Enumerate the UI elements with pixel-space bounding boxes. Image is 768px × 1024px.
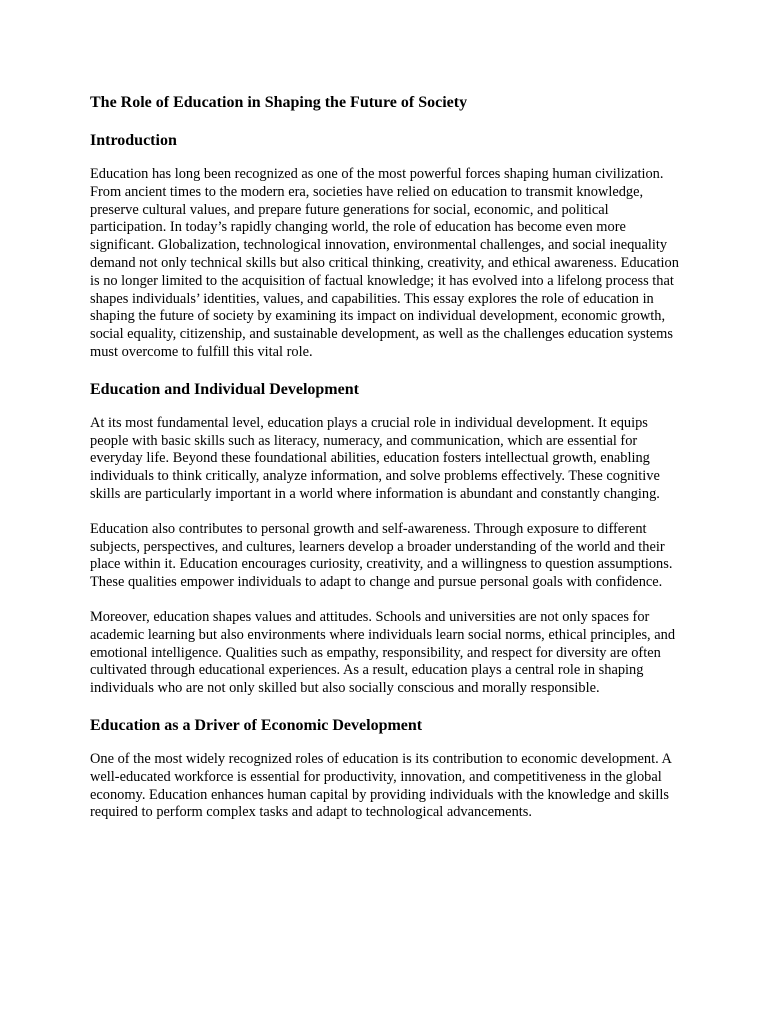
section-heading: Education as a Driver of Economic Development <box>90 716 423 734</box>
paragraph: One of the most widely recognized roles of education is its contribution to economic development. A well-educated workforce is essential for productivity, innovation, and competitiveness in the global economy. Education enhances human capital by providing individuals with the knowledge and skills required to perform complex tasks and adapt to technological advancements. <box>90 750 672 821</box>
paragraph: Education has long been recognized as one of the most powerful forces shaping human civilization. From ancient times to the modern era, societies have relied on education to transmit knowledge, preserve cultural values, and prepare future generations for social, economic, and political participation. In today’s rapidly changing world, the role of education has become even more significant. Globalization, technological innovation, environmental challenges, and social inequality demand not only technical skills but also critical thinking, creativity, and ethical awareness. Education is no longer limited to the acquisition of factual knowledge; it has evolved into a lifelong process that shapes individuals’ identities, values, and capabilities. This essay explores the role of education in shaping the future of society by examining its impact on individual development, economic growth, social equality, citizenship, and sustainable development, as well as the challenges education systems must overcome to fulfill this vital role. <box>90 166 679 360</box>
document-body <box>90 92 682 839</box>
document-title: The Role of Education in Shaping the Future of Society <box>90 94 468 111</box>
section-introduction <box>90 130 682 362</box>
paragraph: Moreover, education shapes values and attitudes. Schools and universities are not only spaces for academic learning but also environments where individuals learn social norms, ethical principles, and emotional intelligence. Qualities such as empathy, responsibility, and respect for diversity are often cultivated through educational experiences. As a result, education plays a central role in shaping individuals who are not only skilled but also socially conscious and morally responsible. <box>90 608 676 697</box>
paragraph: At its most fundamental level, education plays a crucial role in individual development. It equips people with basic skills such as literacy, numeracy, and communication, which are essential for everyday life. Beyond these foundational abilities, education fosters intellectual growth, enabling individuals to think critically, analyze information, and solve problems effectively. These cognitive skills are particularly important in a world where information is abundant and constantly changing. <box>90 414 660 502</box>
section-heading: Introduction <box>90 132 177 149</box>
section-heading: Education and Individual Development <box>90 380 359 398</box>
paragraph: Education also contributes to personal growth and self-awareness. Through exposure to different subjects, perspectives, and cultures, learners develop a broader understanding of the world and their place within it. Education encourages curiosity, creativity, and a willingness to question assumptions. These qualities empower individuals to adapt to change and pursue personal goals with confidence. <box>90 520 673 591</box>
section-individual-development <box>90 379 682 698</box>
section-economic-development <box>90 715 682 822</box>
